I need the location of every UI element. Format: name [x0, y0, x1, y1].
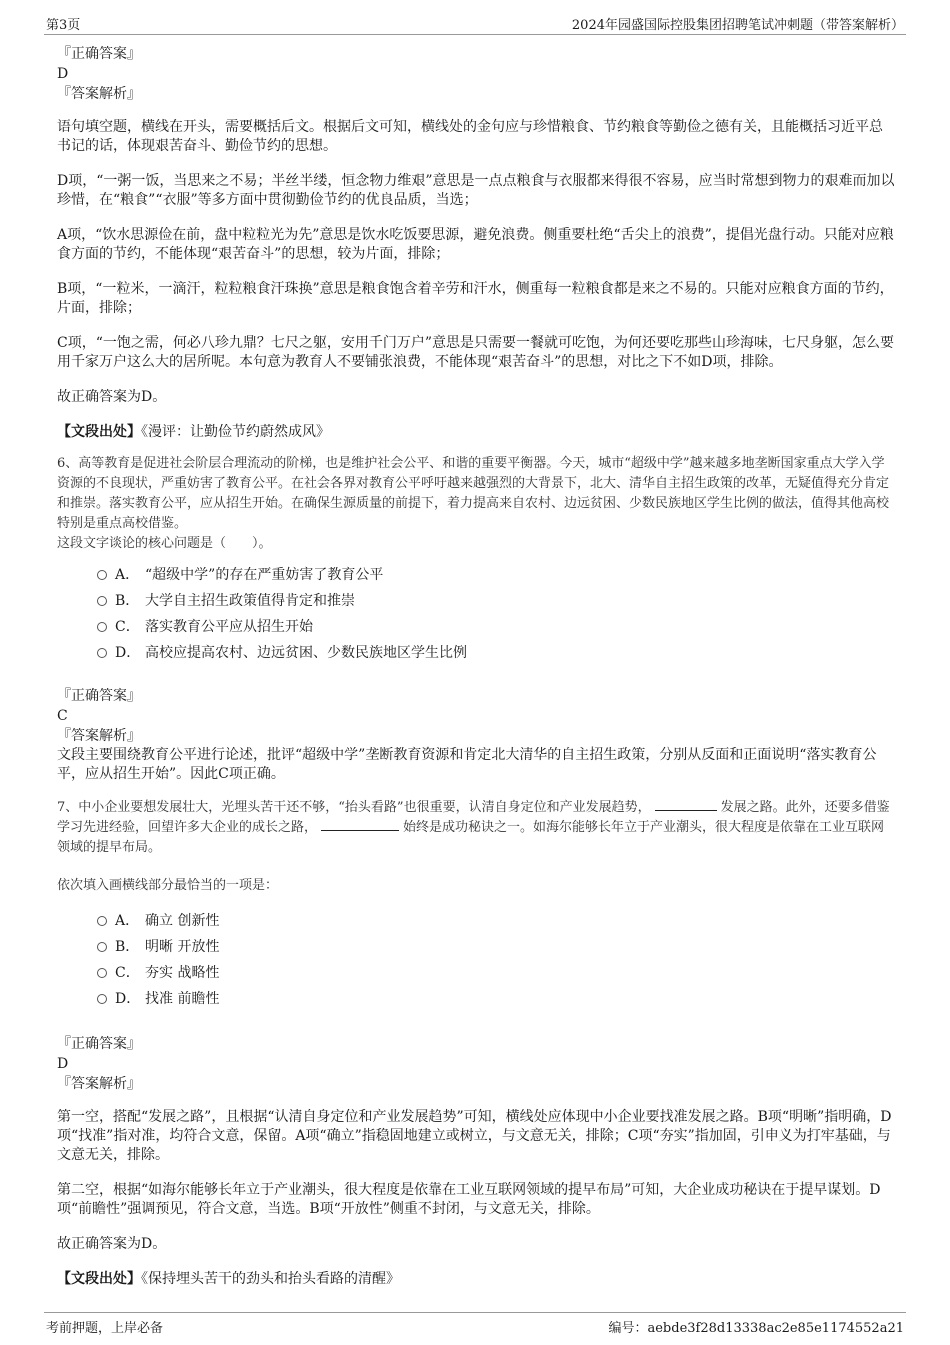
- q7-options: [97, 908, 895, 1012]
- q7-source: [57, 1270, 895, 1289]
- q6-prompt: 这段文字谈论的核心问题是（ ）。: [57, 536, 272, 551]
- radio-button[interactable]: [97, 994, 107, 1004]
- q6-answer: C: [57, 708, 68, 724]
- option-key: D．: [115, 645, 141, 661]
- q6-option-b[interactable]: [97, 588, 895, 614]
- source-title: 《漫评：让勤俭节约蔚然成风》: [141, 424, 330, 440]
- q7-analysis-para: 第一空，搭配“发展之路”，且根据“认清自身定位和产业发展趋势”可知，横线处应体现中小企业要找准发展之路。B项“明晰”指明确，D项“找准”指对准，均符合文意，保留。A项“确立”指稳固地建立或树立，与文意无关，排除；C项“夯实”指加固，引申义为打牢基础，与文意无关，排除。: [57, 1109, 892, 1163]
- document-title: 2024年园盛国际控股集团招聘笔试冲刺题（带答案解析）: [571, 18, 904, 33]
- option-key: C．: [115, 965, 140, 981]
- q6-option-d[interactable]: [97, 640, 895, 666]
- page-number: 第3页: [46, 18, 81, 33]
- radio-button[interactable]: [97, 622, 107, 632]
- radio-button[interactable]: [97, 596, 107, 606]
- q5-answer: D: [57, 66, 69, 82]
- footer-slogan: 考前押题，上岸必备: [46, 1321, 164, 1336]
- radio-button[interactable]: [97, 916, 107, 926]
- q7-analysis-label: 『答案解析』: [57, 1076, 141, 1092]
- q7-option-a[interactable]: [97, 908, 895, 934]
- q7-stem: [57, 798, 895, 858]
- q6-option-a[interactable]: [97, 562, 895, 588]
- option-text: 落实教育公平应从招生开始: [145, 619, 313, 635]
- q7-option-d[interactable]: [97, 986, 895, 1012]
- source-title: 《保持埋头苦干的劲头和抬头看路的清醒》: [141, 1271, 400, 1287]
- q5-block: [57, 44, 895, 442]
- footer-code: [608, 1317, 904, 1336]
- q7-block: [57, 798, 895, 1289]
- option-text: 找准 前瞻性: [145, 991, 220, 1007]
- q5-conclusion: 故正确答案为D。: [57, 389, 167, 405]
- radio-button[interactable]: [97, 570, 107, 580]
- option-key: A．: [115, 913, 140, 929]
- option-text: “超级中学”的存在严重妨害了教育公平: [145, 567, 384, 583]
- q5-source: [57, 423, 895, 442]
- q6-analysis: 文段主要围绕教育公平进行论述，批评“超级中学”垄断教育资源和肯定北大清华的自主招生政策，分别从反面和正面说明“落实教育公平，应从招生开始”。因此C项正确。: [57, 747, 877, 782]
- q7-stem-part2: 发展之路。此外，还要多借鉴学习先进经验，回望许多大企业的成长之路，: [57, 800, 890, 835]
- source-key: 【文段出处】: [57, 424, 141, 440]
- option-key: C．: [115, 619, 140, 635]
- q7-stem-part1: 7、中小企业要想发展壮大，光埋头苦干还不够，“抬头看路”也很重要，认清自身定位和产业发展趋势，: [57, 800, 651, 815]
- option-key: A．: [115, 567, 140, 583]
- q6-stem: 6、高等教育是促进社会阶层合理流动的阶梯，也是维护社会公平、和谐的重要平衡器。今天，城市“超级中学”越来越多地垄断国家重点大学入学资源的不良现状，严重妨害了教育公平。在社会各界对教育公平呼吁越来越强烈的大背景下，北大、清华自主招生政策的改革，无疑值得充分肯定和推崇。落实教育公平，应从招生开始。在确保生源质量的前提下，着力提高来自农村、边远贫困、少数民族地区学生比例的做法，值得其他高校特别是重点高校借鉴。: [57, 456, 890, 531]
- code-value: aebde3f28d13338ac2e85e1174552a21: [647, 1321, 904, 1336]
- option-text: 夯实 战略性: [145, 965, 220, 981]
- source-key: 【文段出处】: [57, 1271, 141, 1287]
- radio-button[interactable]: [97, 968, 107, 978]
- q7-option-b[interactable]: [97, 934, 895, 960]
- option-text: 高校应提高农村、边远贫困、少数民族地区学生比例: [145, 645, 467, 661]
- q7-answer-label: 『正确答案』: [57, 1036, 141, 1052]
- q5-analysis-para: D项，“一粥一饭，当思来之不易；半丝半缕，恒念物力维艰”意思是一点点粮食与衣服都来得很不容易，应当时常想到物力的艰难而加以珍惜，在“粮食”“衣服”等多方面中贯彻勤俭节约的优良品质，当选；: [57, 173, 895, 208]
- q7-analysis-para: 第二空，根据“如海尔能够长年立于产业潮头，很大程度是依靠在工业互联网领域的提早布局”可知，大企业成功秘诀在于提早谋划。D项“前瞻性”强调预见，符合文意，当选。B项“开放性”侧重不封闭，与文意无关，排除。: [57, 1182, 881, 1217]
- q6-analysis-label: 『答案解析』: [57, 728, 141, 744]
- q6-option-c[interactable]: [97, 614, 895, 640]
- radio-button[interactable]: [97, 942, 107, 952]
- fill-blank-1: [655, 798, 717, 811]
- q5-analysis-label: 『答案解析』: [57, 86, 141, 102]
- q5-answer-label: 『正确答案』: [57, 46, 141, 62]
- q5-analysis-para: 语句填空题，横线在开头，需要概括后文。根据后文可知，横线处的金句应与珍惜粮食、节约粮食等勤俭之德有关，且能概括习近平总书记的话，体现艰苦奋斗、勤俭节约的思想。: [57, 119, 883, 154]
- q5-analysis-para: B项，“一粒米，一滴汗，粒粒粮食汗珠换”意思是粮食饱含着辛劳和汗水，侧重每一粒粮食都是来之不易的。只能对应粮食方面的节约，片面，排除；: [57, 281, 894, 316]
- option-key: D．: [115, 991, 141, 1007]
- page-content: [57, 44, 895, 1289]
- fill-blank-2: [321, 818, 399, 831]
- option-key: B．: [115, 593, 140, 609]
- option-text: 明晰 开放性: [145, 939, 220, 955]
- page-header: [44, 14, 906, 35]
- option-text: 确立 创新性: [145, 913, 220, 929]
- q7-prompt: 依次填入画横线部分最恰当的一项是：: [57, 878, 279, 893]
- option-text: 大学自主招生政策值得肯定和推崇: [145, 593, 355, 609]
- q5-analysis-para: C项，“一饱之需，何必八珍九鼎？七尺之躯，安用千门万户”意思是只需要一餐就可吃饱，为何还要吃那些山珍海味，七尺身躯，怎么要用千家万户这么大的居所呢。本句意为教育人不要铺张浪费，不能体现“艰苦奋斗”的思想，对比之下不如D项，排除。: [57, 335, 895, 370]
- option-key: B．: [115, 939, 140, 955]
- q5-analysis-para: A项，“饮水思源俭在前，盘中粒粒光为先”意思是饮水吃饭要思源，避免浪费。侧重要杜绝“舌尖上的浪费”，提倡光盘行动。只能对应粮食方面的节约，不能体现“艰苦奋斗”的思想，较为片面，排除；: [57, 227, 894, 262]
- q7-stem-part3: 始终是成功秘诀之一。如海尔能够长年立于产业潮头，很大程度是依靠在工业互联网领域的提早布局。: [57, 820, 885, 855]
- radio-button[interactable]: [97, 648, 107, 658]
- q7-answer: D: [57, 1056, 69, 1072]
- code-label: 编号：: [608, 1321, 648, 1336]
- q7-conclusion: 故正确答案为D。: [57, 1236, 167, 1252]
- page-footer: [44, 1312, 906, 1335]
- q6-answer-label: 『正确答案』: [57, 688, 141, 704]
- q6-options: [97, 562, 895, 666]
- q7-option-c[interactable]: [97, 960, 895, 986]
- q6-block: [57, 454, 895, 784]
